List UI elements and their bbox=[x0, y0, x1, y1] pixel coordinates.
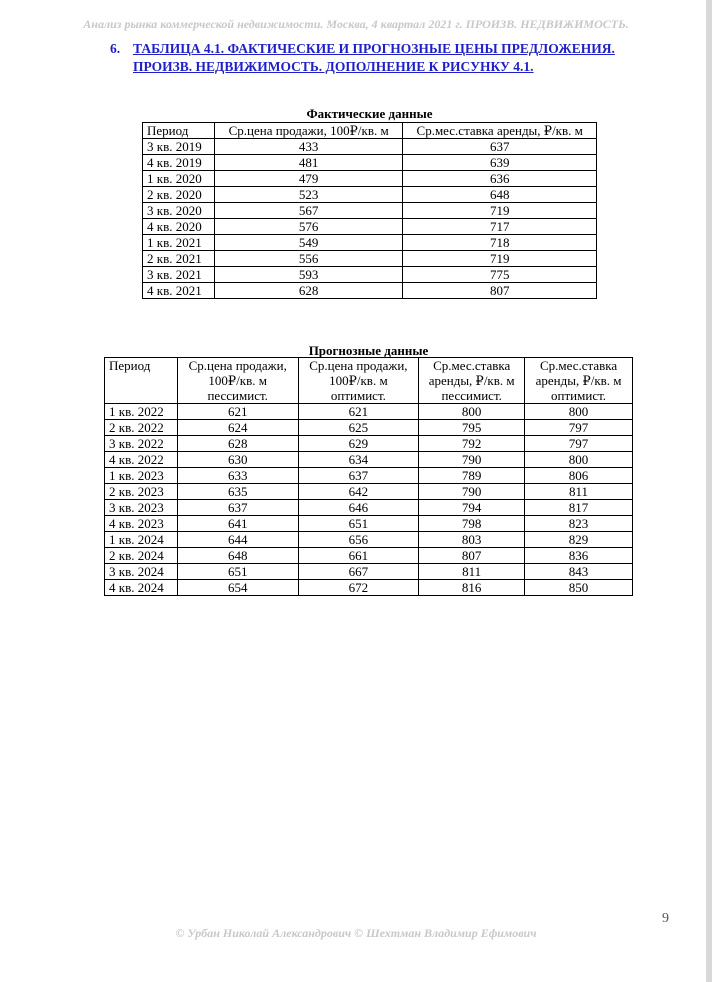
value-cell: 718 bbox=[403, 235, 597, 251]
value-cell: 811 bbox=[419, 564, 525, 580]
table-row bbox=[143, 219, 597, 235]
running-header: Анализ рынка коммерческой недвижимости. Москва, 4 квартал 2021 г. ПРОИЗВ. НЕДВИЖИМОСТЬ. bbox=[83, 17, 629, 31]
value-cell: 792 bbox=[419, 436, 525, 452]
value-cell: 790 bbox=[419, 484, 525, 500]
value-cell: 549 bbox=[214, 235, 403, 251]
value-cell: 794 bbox=[419, 500, 525, 516]
column-header-rent-rate: Ср.мес.ставка аренды, ₽/кв. м bbox=[403, 123, 597, 139]
value-cell: 648 bbox=[177, 548, 298, 564]
value-cell: 790 bbox=[419, 452, 525, 468]
forecast-data-table bbox=[104, 357, 633, 596]
value-cell: 637 bbox=[298, 468, 419, 484]
value-cell: 816 bbox=[419, 580, 525, 596]
value-cell: 803 bbox=[419, 532, 525, 548]
value-cell: 836 bbox=[525, 548, 633, 564]
table-row bbox=[143, 155, 597, 171]
value-cell: 479 bbox=[214, 171, 403, 187]
period-cell: 3 кв. 2024 bbox=[105, 564, 178, 580]
period-cell: 2 кв. 2021 bbox=[143, 251, 215, 267]
value-cell: 817 bbox=[525, 500, 633, 516]
table-row bbox=[143, 251, 597, 267]
period-cell: 1 кв. 2024 bbox=[105, 532, 178, 548]
period-cell: 1 кв. 2021 bbox=[143, 235, 215, 251]
period-cell: 4 кв. 2024 bbox=[105, 580, 178, 596]
value-cell: 823 bbox=[525, 516, 633, 532]
footer-copyright: © Урбан Николай Александрович © Шехтман Владимир Ефимович bbox=[175, 926, 537, 940]
value-cell: 651 bbox=[177, 564, 298, 580]
value-cell: 829 bbox=[525, 532, 633, 548]
value-cell: 637 bbox=[403, 139, 597, 155]
value-cell: 628 bbox=[214, 283, 403, 299]
value-cell: 843 bbox=[525, 564, 633, 580]
table-row bbox=[143, 139, 597, 155]
table-row bbox=[143, 187, 597, 203]
table-row bbox=[105, 500, 633, 516]
value-cell: 621 bbox=[298, 404, 419, 420]
period-cell: 4 кв. 2023 bbox=[105, 516, 178, 532]
table-row bbox=[105, 580, 633, 596]
value-cell: 795 bbox=[419, 420, 525, 436]
value-cell: 850 bbox=[525, 580, 633, 596]
value-cell: 651 bbox=[298, 516, 419, 532]
period-cell: 4 кв. 2021 bbox=[143, 283, 215, 299]
table-header-row bbox=[105, 358, 633, 404]
table-row bbox=[105, 564, 633, 580]
period-cell: 1 кв. 2020 bbox=[143, 171, 215, 187]
value-cell: 624 bbox=[177, 420, 298, 436]
table-row bbox=[143, 283, 597, 299]
value-cell: 633 bbox=[177, 468, 298, 484]
table-row bbox=[105, 484, 633, 500]
period-cell: 2 кв. 2023 bbox=[105, 484, 178, 500]
value-cell: 567 bbox=[214, 203, 403, 219]
value-cell: 637 bbox=[177, 500, 298, 516]
period-cell: 4 кв. 2019 bbox=[143, 155, 215, 171]
value-cell: 576 bbox=[214, 219, 403, 235]
page-number: 9 bbox=[662, 911, 669, 926]
period-cell: 1 кв. 2023 bbox=[105, 468, 178, 484]
value-cell: 523 bbox=[214, 187, 403, 203]
value-cell: 636 bbox=[403, 171, 597, 187]
table-row bbox=[105, 532, 633, 548]
page-edge bbox=[706, 0, 712, 982]
value-cell: 800 bbox=[525, 404, 633, 420]
table-header-row bbox=[143, 123, 597, 139]
value-cell: 635 bbox=[177, 484, 298, 500]
value-cell: 775 bbox=[403, 267, 597, 283]
value-cell: 621 bbox=[177, 404, 298, 420]
period-cell: 1 кв. 2022 bbox=[105, 404, 178, 420]
value-cell: 717 bbox=[403, 219, 597, 235]
table-row bbox=[105, 516, 633, 532]
value-cell: 641 bbox=[177, 516, 298, 532]
value-cell: 639 bbox=[403, 155, 597, 171]
value-cell: 654 bbox=[177, 580, 298, 596]
table-row bbox=[105, 404, 633, 420]
value-cell: 656 bbox=[298, 532, 419, 548]
period-cell: 3 кв. 2019 bbox=[143, 139, 215, 155]
period-cell: 3 кв. 2020 bbox=[143, 203, 215, 219]
value-cell: 789 bbox=[419, 468, 525, 484]
value-cell: 800 bbox=[419, 404, 525, 420]
section-title: ТАБЛИЦА 4.1. ФАКТИЧЕСКИЕ И ПРОГНОЗНЫЕ ЦЕНЫ ПРЕДЛОЖЕНИЯ. ПРОИЗВ. НЕДВИЖИМОСТЬ. ДОПОЛНЕНИЕ К РИСУНКУ 4.1. bbox=[133, 41, 615, 74]
table-row bbox=[143, 267, 597, 283]
column-header-rent-optimistic: Ср.мес.ставка аренды, ₽/кв. м оптимист. bbox=[525, 358, 633, 404]
column-header-period: Период bbox=[105, 358, 178, 404]
value-cell: 798 bbox=[419, 516, 525, 532]
value-cell: 593 bbox=[214, 267, 403, 283]
value-cell: 807 bbox=[419, 548, 525, 564]
actual-table-caption: Фактические данные bbox=[306, 106, 433, 121]
period-cell: 2 кв. 2024 bbox=[105, 548, 178, 564]
period-cell: 3 кв. 2021 bbox=[143, 267, 215, 283]
column-header-rent-pessimistic: Ср.мес.ставка аренды, ₽/кв. м пессимист. bbox=[419, 358, 525, 404]
value-cell: 629 bbox=[298, 436, 419, 452]
value-cell: 661 bbox=[298, 548, 419, 564]
period-cell: 3 кв. 2023 bbox=[105, 500, 178, 516]
value-cell: 807 bbox=[403, 283, 597, 299]
section-number: 6. bbox=[110, 41, 121, 56]
period-cell: 2 кв. 2022 bbox=[105, 420, 178, 436]
value-cell: 634 bbox=[298, 452, 419, 468]
table-row bbox=[143, 171, 597, 187]
value-cell: 642 bbox=[298, 484, 419, 500]
column-header-sale-optimistic: Ср.цена продажи, 100₽/кв. м оптимист. bbox=[298, 358, 419, 404]
value-cell: 433 bbox=[214, 139, 403, 155]
value-cell: 481 bbox=[214, 155, 403, 171]
value-cell: 630 bbox=[177, 452, 298, 468]
value-cell: 797 bbox=[525, 436, 633, 452]
table-row bbox=[105, 452, 633, 468]
value-cell: 806 bbox=[525, 468, 633, 484]
value-cell: 625 bbox=[298, 420, 419, 436]
value-cell: 646 bbox=[298, 500, 419, 516]
value-cell: 667 bbox=[298, 564, 419, 580]
period-cell: 4 кв. 2020 bbox=[143, 219, 215, 235]
value-cell: 797 bbox=[525, 420, 633, 436]
value-cell: 672 bbox=[298, 580, 419, 596]
forecast-table-caption: Прогнозные данные bbox=[308, 343, 429, 358]
table-row bbox=[143, 235, 597, 251]
table-row bbox=[105, 468, 633, 484]
period-cell: 3 кв. 2022 bbox=[105, 436, 178, 452]
value-cell: 800 bbox=[525, 452, 633, 468]
actual-data-table bbox=[142, 122, 597, 299]
column-header-sale-price: Ср.цена продажи, 100₽/кв. м bbox=[214, 123, 403, 139]
table-row bbox=[105, 548, 633, 564]
column-header-sale-pessimistic: Ср.цена продажи, 100₽/кв. м пессимист. bbox=[177, 358, 298, 404]
value-cell: 648 bbox=[403, 187, 597, 203]
column-header-period: Период bbox=[143, 123, 215, 139]
value-cell: 644 bbox=[177, 532, 298, 548]
table-row bbox=[105, 420, 633, 436]
period-cell: 4 кв. 2022 bbox=[105, 452, 178, 468]
table-row bbox=[105, 436, 633, 452]
value-cell: 811 bbox=[525, 484, 633, 500]
value-cell: 719 bbox=[403, 203, 597, 219]
value-cell: 719 bbox=[403, 251, 597, 267]
table-row bbox=[143, 203, 597, 219]
value-cell: 628 bbox=[177, 436, 298, 452]
value-cell: 556 bbox=[214, 251, 403, 267]
period-cell: 2 кв. 2020 bbox=[143, 187, 215, 203]
